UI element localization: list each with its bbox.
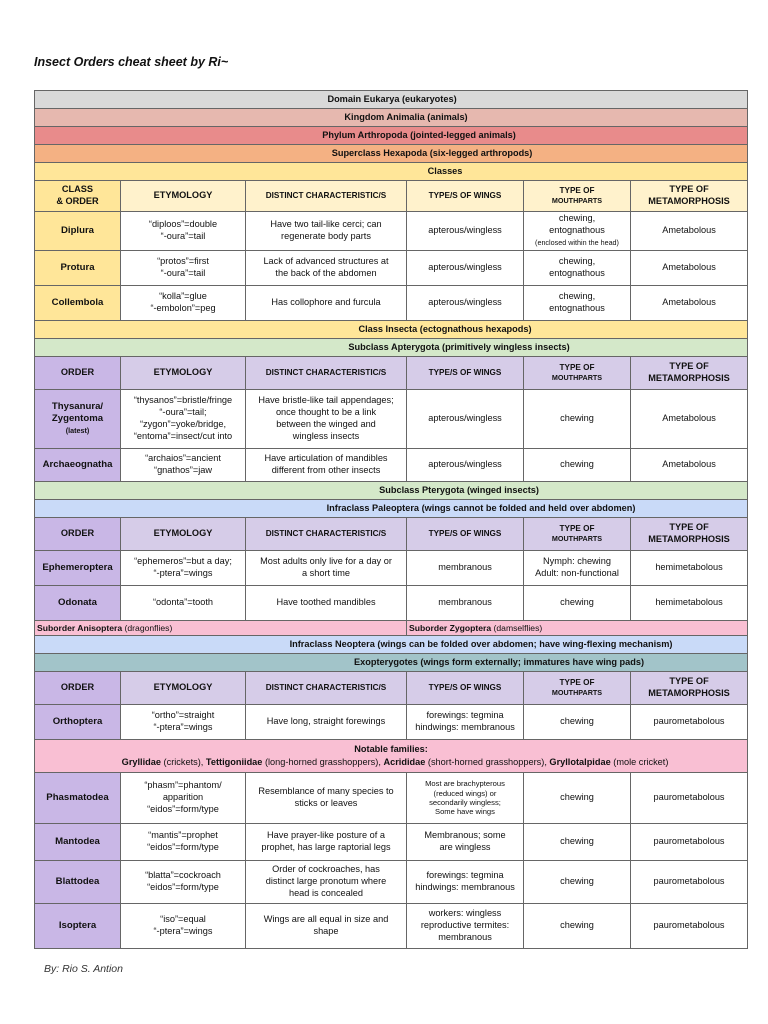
header-mouthparts: MOUTHPARTS	[551, 688, 603, 697]
distinct-characteristic-text: Order of cockroaches, has	[272, 864, 380, 875]
etymology-text: “thysanos”=bristle/fringe	[133, 395, 233, 406]
mouthparts-text: entognathous	[549, 225, 605, 236]
header-distinct: DISTINCT CHARACTERISTIC/S	[265, 682, 387, 692]
order-name: Collembola	[51, 296, 104, 308]
etymology-text: “eidos”=form/type	[147, 842, 219, 852]
distinct-characteristic-text: Have two tail-like cerci; can	[270, 219, 382, 230]
distinct-characteristic-text: the back of the abdomen	[275, 268, 377, 278]
header-distinct: DISTINCT CHARACTERISTIC/S	[265, 528, 387, 538]
insect-orders-table	[34, 90, 748, 949]
distinct-characteristic-text: prophet, has large raptorial legs	[261, 842, 391, 852]
suborder-anisoptera: Suborder Anisoptera	[37, 622, 123, 633]
etymology-text: “-oura”=tail	[160, 268, 206, 278]
distinct-characteristic-text: regenerate body parts	[281, 231, 371, 241]
superclass-label: Superclass Hexapoda (six-legged arthropods)	[331, 147, 533, 158]
order-row	[35, 861, 748, 904]
superclass-label-row	[35, 145, 748, 163]
wing-type-text: secondarily wingless;	[429, 798, 501, 807]
distinct-characteristic-text: Has collophore and furcula	[271, 297, 381, 308]
subclass-apterygota-label: Subclass Apterygota (primitively wingless insects)	[348, 341, 570, 352]
family-description: (short-horned grasshoppers),	[425, 757, 550, 767]
metamorphosis-text: paurometabolous	[653, 716, 725, 727]
header-metamorphosis: TYPE OF	[669, 361, 709, 372]
family-name: Gryllidae	[121, 757, 161, 767]
notable-families-list	[114, 757, 669, 767]
header-etymology: ETYMOLOGY	[153, 528, 213, 539]
distinct-characteristic-text: Have long, straight forewings	[266, 716, 386, 727]
wing-type-text: (reduced wings) or	[433, 788, 497, 798]
order-row	[35, 251, 748, 286]
etymology-text: “-ptera”=wings	[153, 722, 213, 732]
mouthparts-text: chewing	[560, 876, 594, 887]
family-description: (crickets),	[161, 757, 206, 767]
etymology-text: “kolla”=glue	[159, 291, 207, 302]
etymology-text: “zygon”=yoke/bridge,	[139, 419, 227, 429]
suborder-anisoptera-note: (dragonflies)	[122, 622, 173, 633]
wing-type-text: are wingless	[439, 842, 491, 852]
distinct-characteristic-text: once thought to be a link	[275, 407, 377, 418]
mouthparts-text: chewing	[560, 459, 594, 470]
wing-type-text: apterous/wingless	[428, 262, 502, 273]
suborder-row	[35, 621, 748, 636]
notable-families-label: Notable families:	[354, 743, 428, 754]
order-name: Odonata	[58, 596, 97, 608]
header-metamorphosis: TYPE OF	[669, 184, 709, 195]
kingdom-label-row	[35, 109, 748, 127]
class-insecta-label: Class Insecta (ectognathous hexapods)	[358, 323, 532, 334]
distinct-characteristic-text: Have articulation of mandibles	[264, 453, 388, 464]
order-name: Diplura	[60, 224, 95, 236]
header-mouthparts: TYPE OF	[559, 185, 595, 195]
etymology-text: “entoma”=insect/cut into	[133, 430, 233, 441]
wing-type-text: hindwings: membranous	[415, 722, 515, 732]
class-insecta-label-row	[35, 321, 748, 339]
infraclass-paleoptera-label-row	[35, 500, 748, 518]
suborder-zygoptera: Suborder Zygoptera	[409, 622, 492, 633]
distinct-characteristic-text: shape	[313, 926, 339, 936]
order-row	[35, 904, 748, 949]
header-wings: TYPE/S OF WINGS	[428, 528, 502, 538]
header-order: ORDER	[60, 367, 95, 378]
wing-type-text: Some have wings	[435, 807, 495, 817]
exopterygotes-label: Exopterygotes (wings form externally; immatures have wing pads)	[354, 656, 645, 667]
wing-type-text: workers: wingless	[428, 908, 502, 919]
order-row	[35, 824, 748, 861]
header-mouthparts: TYPE OF	[559, 362, 595, 372]
distinct-characteristic-text: a short time	[302, 568, 350, 578]
order-name: Ephemeroptera	[42, 561, 113, 573]
etymology-text: “-oura”=tail	[160, 231, 206, 241]
etymology-text: “eidos”=form/type	[147, 882, 219, 892]
column-header-row	[35, 357, 748, 390]
classes-label-row	[35, 163, 748, 181]
column-header-row	[35, 181, 748, 212]
author-credit: By: Rio S. Antion	[44, 963, 123, 975]
etymology-text: apparition	[162, 792, 204, 803]
order-name: Orthoptera	[52, 715, 103, 727]
subclass-pterygota-label: Subclass Pterygota (winged insects)	[379, 484, 539, 495]
etymology-text: “-ptera”=wings	[153, 568, 213, 578]
family-description: (long-horned grasshoppers),	[262, 757, 384, 767]
etymology-text: “gnathos”=jaw	[154, 465, 212, 475]
order-name: Protura	[60, 261, 95, 273]
document-title: Insect Orders cheat sheet by Ri~	[34, 55, 229, 69]
header-wings: TYPE/S OF WINGS	[428, 682, 502, 692]
subclass-apterygota-label-row	[35, 339, 748, 357]
header-distinct: DISTINCT CHARACTERISTIC/S	[265, 190, 387, 200]
mouthparts-text: chewing,	[558, 256, 596, 267]
header-distinct: DISTINCT CHARACTERISTIC/S	[265, 367, 387, 377]
header-order: ORDER	[60, 682, 95, 693]
header-metamorphosis: METAMORPHOSIS	[648, 534, 730, 544]
subclass-pterygota-label-row	[35, 482, 748, 500]
order-row	[35, 705, 748, 740]
header-mouthparts: MOUTHPARTS	[551, 534, 603, 543]
wing-type-text: forewings: tegmina	[426, 710, 504, 721]
wing-type-text: apterous/wingless	[428, 225, 502, 236]
header-metamorphosis: TYPE OF	[669, 676, 709, 687]
order-name: Isoptera	[58, 919, 97, 931]
mouthparts-text: chewing,	[558, 213, 596, 224]
infraclass-neoptera-label-row	[35, 636, 748, 654]
header-mouthparts: TYPE OF	[559, 677, 595, 687]
wing-type-text: apterous/wingless	[428, 413, 502, 424]
metamorphosis-text: Ametabolous	[662, 225, 716, 236]
header-metamorphosis: METAMORPHOSIS	[648, 688, 730, 698]
header-metamorphosis: METAMORPHOSIS	[648, 373, 730, 383]
etymology-text: “-ptera”=wings	[153, 926, 213, 936]
wing-type-text: apterous/wingless	[428, 297, 502, 308]
etymology-text: “ephemeros”=but a day;	[134, 556, 232, 567]
wing-type-text: Most are brachypterous	[425, 779, 505, 789]
mouthparts-text: chewing	[560, 413, 594, 424]
wing-type-text: membranous	[438, 562, 492, 573]
wing-type-text: Membranous; some	[424, 830, 506, 841]
domain-label-row	[35, 91, 748, 109]
header-wings: TYPE/S OF WINGS	[428, 367, 502, 377]
etymology-text: “protos”=first	[157, 256, 209, 267]
mouthparts-note: (enclosed within the head)	[535, 237, 619, 247]
etymology-text: “mantis”=prophet	[148, 830, 218, 841]
mouthparts-text: chewing	[560, 792, 594, 803]
notable-families-row	[35, 740, 748, 773]
order-name-note: (latest)	[65, 426, 90, 436]
family-name: Tettigoniidae	[205, 757, 263, 767]
order-row	[35, 286, 748, 321]
phylum-label-row	[35, 127, 748, 145]
distinct-characteristic-text: head is concealed	[288, 887, 364, 898]
classes-label: Classes	[427, 165, 463, 176]
wing-type-text: membranous	[438, 931, 492, 942]
etymology-text: “iso”=equal	[160, 914, 206, 925]
mouthparts-text: entognathous	[549, 268, 605, 278]
order-row	[35, 551, 748, 586]
mouthparts-text: entognathous	[549, 303, 605, 313]
phylum-label: Phylum Arthropoda (jointed-legged animals)	[322, 129, 516, 140]
distinct-characteristic-text: Have bristle-like tail appendages;	[258, 395, 394, 406]
metamorphosis-text: Ametabolous	[662, 459, 716, 470]
etymology-text: “archaios”=ancient	[145, 453, 221, 464]
wing-type-text: hindwings: membranous	[415, 882, 515, 892]
domain-label: Domain Eukarya (eukaryotes)	[327, 93, 457, 104]
order-name: Blattodea	[55, 875, 100, 887]
column-header-row	[35, 518, 748, 551]
header-order: ORDER	[60, 528, 95, 539]
metamorphosis-text: paurometabolous	[653, 792, 725, 803]
etymology-text: “-embolon”=peg	[150, 303, 216, 313]
distinct-characteristic-text: between the winged and	[276, 419, 376, 429]
order-name: Zygentoma	[51, 412, 104, 424]
order-row	[35, 212, 748, 251]
mouthparts-text: chewing	[560, 716, 594, 727]
header-metamorphosis: METAMORPHOSIS	[648, 196, 730, 206]
infraclass-neoptera-label: Infraclass Neoptera (wings can be folded over abdomen; have wing-flexing mechanism)	[289, 638, 673, 649]
etymology-text: “eidos”=form/type	[147, 803, 219, 814]
order-name: Mantodea	[55, 835, 100, 847]
metamorphosis-text: Ametabolous	[662, 262, 716, 273]
etymology-text: “phasm”=phantom/	[144, 780, 222, 791]
family-name: Acrididae	[383, 757, 426, 767]
distinct-characteristic-text: Most adults only live for a day or	[260, 556, 392, 567]
distinct-characteristic-text: Resemblance of many species to	[258, 786, 394, 797]
etymology-text: “-oura”=tail;	[159, 407, 207, 418]
suborder-zygoptera-note: (damselflies)	[491, 622, 543, 633]
mouthparts-text: chewing	[560, 836, 594, 847]
order-name: Archaeognatha	[42, 458, 113, 470]
wing-type-text: apterous/wingless	[428, 459, 502, 470]
order-name: Thysanura/	[51, 400, 104, 412]
distinct-characteristic-text: Wings are all equal in size and	[263, 914, 389, 925]
distinct-characteristic-text: Lack of advanced structures at	[263, 256, 389, 267]
header-etymology: ETYMOLOGY	[153, 367, 213, 378]
header-metamorphosis: TYPE OF	[669, 522, 709, 533]
order-row	[35, 773, 748, 824]
mouthparts-text: chewing	[560, 920, 594, 931]
distinct-characteristic-text: Have toothed mandibles	[276, 597, 376, 608]
header-mouthparts: MOUTHPARTS	[551, 196, 603, 205]
wing-type-text: membranous	[438, 597, 492, 608]
header-mouthparts: MOUTHPARTS	[551, 373, 603, 382]
infraclass-paleoptera-label: Infraclass Paleoptera (wings cannot be folded and held over abdomen)	[326, 502, 636, 513]
metamorphosis-text: hemimetabolous	[655, 597, 723, 608]
header-class-order: & ORDER	[56, 196, 99, 206]
distinct-characteristic-text: distinct large pronotum where	[265, 876, 387, 887]
header-etymology: ETYMOLOGY	[153, 190, 213, 201]
header-class-order: CLASS	[61, 184, 94, 195]
metamorphosis-text: paurometabolous	[653, 836, 725, 847]
etymology-text: “diploos”=double	[148, 219, 218, 230]
mouthparts-text: Adult: non-functional	[535, 568, 619, 578]
exopterygotes-label-row	[35, 654, 748, 672]
header-etymology: ETYMOLOGY	[153, 682, 213, 693]
metamorphosis-text: hemimetabolous	[655, 562, 723, 573]
metamorphosis-text: Ametabolous	[662, 297, 716, 308]
column-header-row	[35, 672, 748, 705]
order-row	[35, 449, 748, 482]
distinct-characteristic-text: different from other insects	[271, 465, 381, 475]
wing-type-text: reproductive termites:	[420, 920, 510, 931]
distinct-characteristic-text: sticks or leaves	[294, 798, 358, 808]
metamorphosis-text: paurometabolous	[653, 876, 725, 887]
family-name: Gryllotalpidae	[549, 757, 611, 767]
distinct-characteristic-text: Have prayer-like posture of a	[267, 830, 385, 841]
order-row	[35, 390, 748, 449]
mouthparts-text: chewing,	[558, 291, 596, 302]
header-wings: TYPE/S OF WINGS	[428, 190, 502, 200]
metamorphosis-text: Ametabolous	[662, 413, 716, 424]
kingdom-label: Kingdom Animalia (animals)	[344, 111, 468, 122]
etymology-text: “odonta”=tooth	[152, 597, 214, 608]
mouthparts-text: Nymph: chewing	[543, 556, 611, 567]
metamorphosis-text: paurometabolous	[653, 920, 725, 931]
etymology-text: “ortho”=straight	[151, 710, 215, 721]
distinct-characteristic-text: wingless insects	[292, 430, 360, 441]
order-name: Phasmatodea	[46, 791, 109, 803]
family-description: (mole cricket)	[610, 757, 669, 767]
order-row	[35, 586, 748, 621]
etymology-text: “blatta”=cockroach	[145, 870, 221, 881]
header-mouthparts: TYPE OF	[559, 523, 595, 533]
wing-type-text: forewings: tegmina	[426, 870, 504, 881]
mouthparts-text: chewing	[560, 597, 594, 608]
